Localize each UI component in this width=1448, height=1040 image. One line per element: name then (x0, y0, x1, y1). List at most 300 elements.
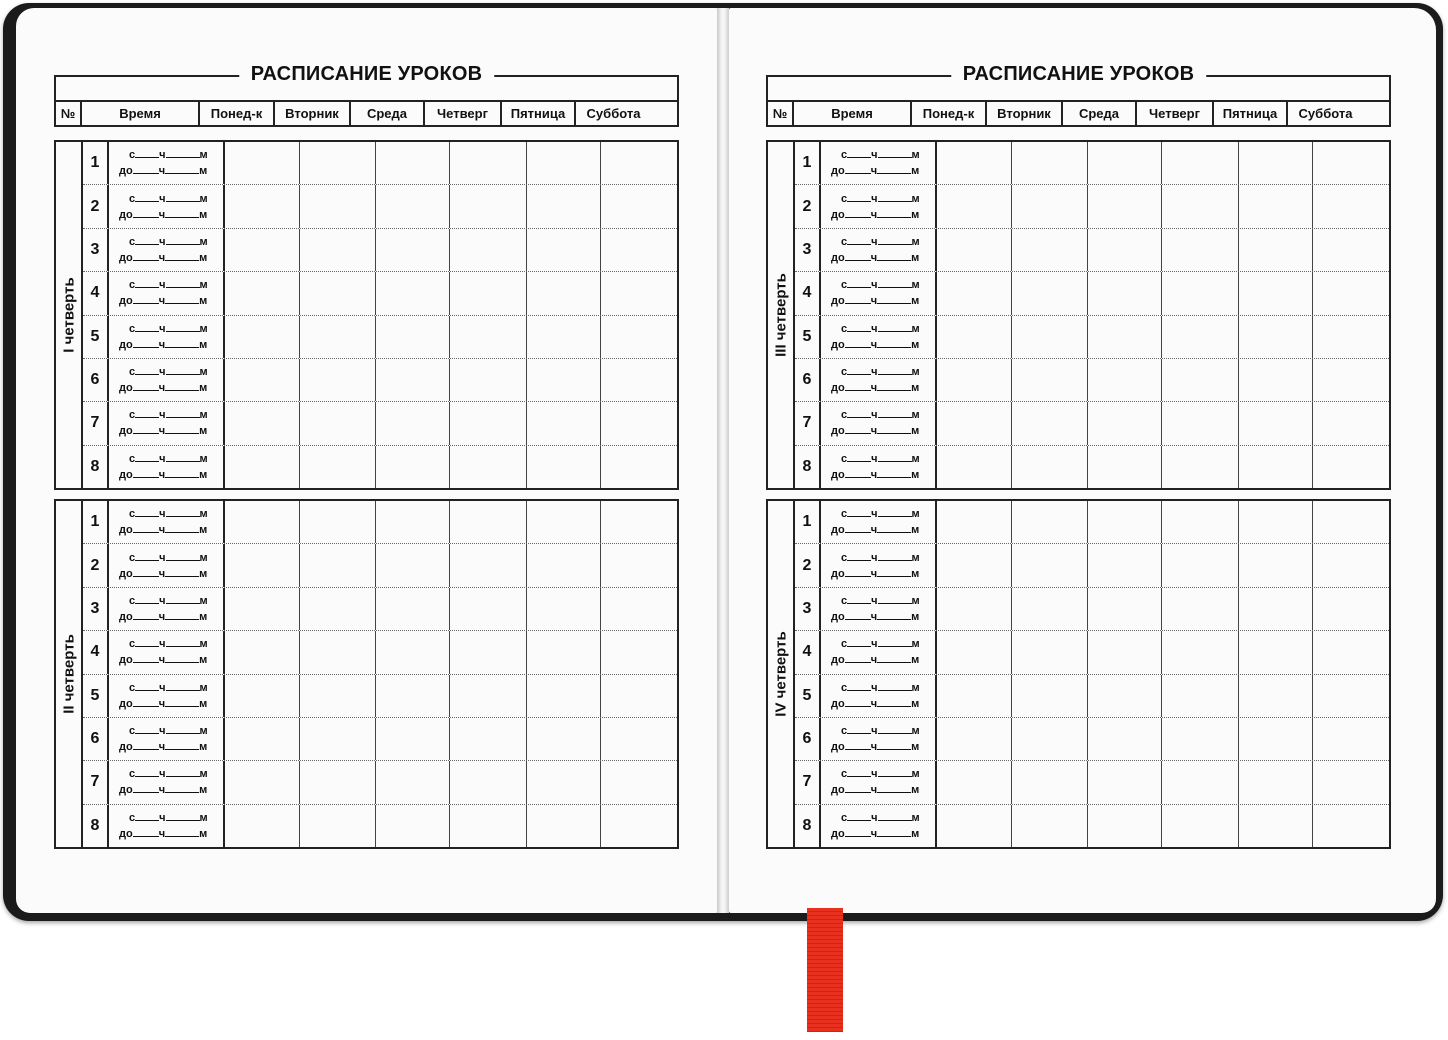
subject-cell[interactable] (1239, 142, 1313, 184)
subject-cell[interactable] (1012, 805, 1088, 847)
subject-cell[interactable] (1239, 805, 1313, 847)
subject-cell[interactable] (1313, 185, 1386, 227)
subject-cell[interactable] (376, 761, 450, 803)
hour-blank[interactable] (135, 811, 159, 821)
hour-blank[interactable] (133, 338, 159, 348)
subject-cell[interactable] (527, 446, 601, 488)
hour-blank[interactable] (133, 294, 159, 304)
hour-blank[interactable] (847, 637, 871, 647)
subject-cell[interactable] (376, 805, 450, 847)
minute-blank[interactable] (878, 551, 912, 561)
hour-blank[interactable] (133, 697, 159, 707)
minute-blank[interactable] (878, 637, 912, 647)
subject-cell[interactable] (1012, 631, 1088, 673)
hour-blank[interactable] (847, 681, 871, 691)
time-cell[interactable] (821, 588, 937, 630)
hour-blank[interactable] (845, 208, 871, 218)
subject-cell[interactable] (225, 272, 300, 314)
subject-cell[interactable] (937, 675, 1012, 717)
subject-cell[interactable] (300, 718, 376, 760)
time-cell[interactable] (821, 229, 937, 271)
subject-cell[interactable] (1012, 761, 1088, 803)
subject-cell[interactable] (1088, 185, 1162, 227)
subject-cell[interactable] (1162, 588, 1239, 630)
time-cell[interactable] (109, 805, 225, 847)
hour-blank[interactable] (133, 251, 159, 261)
subject-cell[interactable] (1162, 316, 1239, 358)
minute-blank[interactable] (877, 338, 911, 348)
time-cell[interactable] (821, 142, 937, 184)
time-cell[interactable] (821, 402, 937, 444)
subject-cell[interactable] (937, 544, 1012, 586)
subject-cell[interactable] (601, 805, 674, 847)
subject-cell[interactable] (450, 718, 527, 760)
hour-blank[interactable] (847, 322, 871, 332)
time-cell[interactable] (821, 761, 937, 803)
hour-blank[interactable] (845, 783, 871, 793)
time-cell[interactable] (109, 142, 225, 184)
minute-blank[interactable] (166, 235, 200, 245)
subject-cell[interactable] (376, 501, 450, 543)
minute-blank[interactable] (877, 424, 911, 434)
minute-blank[interactable] (166, 724, 200, 734)
minute-blank[interactable] (166, 551, 200, 561)
subject-cell[interactable] (1088, 316, 1162, 358)
subject-cell[interactable] (225, 229, 300, 271)
subject-cell[interactable] (1313, 631, 1386, 673)
time-cell[interactable] (109, 402, 225, 444)
subject-cell[interactable] (937, 316, 1012, 358)
minute-blank[interactable] (877, 208, 911, 218)
hour-blank[interactable] (845, 827, 871, 837)
subject-cell[interactable] (601, 316, 674, 358)
hour-blank[interactable] (135, 551, 159, 561)
subject-cell[interactable] (225, 501, 300, 543)
time-cell[interactable] (109, 718, 225, 760)
minute-blank[interactable] (165, 697, 199, 707)
hour-blank[interactable] (847, 148, 871, 158)
subject-cell[interactable] (1162, 402, 1239, 444)
subject-cell[interactable] (450, 588, 527, 630)
subject-cell[interactable] (300, 272, 376, 314)
subject-cell[interactable] (376, 588, 450, 630)
subject-cell[interactable] (1012, 718, 1088, 760)
subject-cell[interactable] (937, 588, 1012, 630)
minute-blank[interactable] (877, 251, 911, 261)
time-cell[interactable] (109, 185, 225, 227)
minute-blank[interactable] (166, 148, 200, 158)
minute-blank[interactable] (166, 322, 200, 332)
minute-blank[interactable] (877, 740, 911, 750)
subject-cell[interactable] (601, 631, 674, 673)
subject-cell[interactable] (376, 272, 450, 314)
subject-cell[interactable] (300, 142, 376, 184)
hour-blank[interactable] (845, 610, 871, 620)
subject-cell[interactable] (1012, 402, 1088, 444)
subject-cell[interactable] (450, 761, 527, 803)
subject-cell[interactable] (1088, 359, 1162, 401)
minute-blank[interactable] (165, 523, 199, 533)
hour-blank[interactable] (133, 653, 159, 663)
subject-cell[interactable] (1239, 272, 1313, 314)
subject-cell[interactable] (937, 805, 1012, 847)
subject-cell[interactable] (937, 229, 1012, 271)
hour-blank[interactable] (133, 523, 159, 533)
subject-cell[interactable] (225, 805, 300, 847)
subject-cell[interactable] (225, 446, 300, 488)
subject-cell[interactable] (1239, 229, 1313, 271)
subject-cell[interactable] (225, 142, 300, 184)
hour-blank[interactable] (847, 507, 871, 517)
subject-cell[interactable] (1162, 446, 1239, 488)
hour-blank[interactable] (847, 192, 871, 202)
subject-cell[interactable] (376, 229, 450, 271)
minute-blank[interactable] (166, 192, 200, 202)
subject-cell[interactable] (450, 805, 527, 847)
subject-cell[interactable] (225, 588, 300, 630)
subject-cell[interactable] (1313, 501, 1386, 543)
subject-cell[interactable] (450, 501, 527, 543)
minute-blank[interactable] (165, 208, 199, 218)
subject-cell[interactable] (527, 761, 601, 803)
minute-blank[interactable] (877, 653, 911, 663)
minute-blank[interactable] (165, 294, 199, 304)
subject-cell[interactable] (300, 229, 376, 271)
subject-cell[interactable] (937, 272, 1012, 314)
subject-cell[interactable] (1313, 359, 1386, 401)
subject-cell[interactable] (225, 185, 300, 227)
minute-blank[interactable] (877, 468, 911, 478)
hour-blank[interactable] (845, 653, 871, 663)
subject-cell[interactable] (376, 402, 450, 444)
subject-cell[interactable] (300, 185, 376, 227)
hour-blank[interactable] (135, 507, 159, 517)
minute-blank[interactable] (878, 452, 912, 462)
hour-blank[interactable] (845, 424, 871, 434)
subject-cell[interactable] (1088, 501, 1162, 543)
minute-blank[interactable] (165, 610, 199, 620)
minute-blank[interactable] (877, 783, 911, 793)
minute-blank[interactable] (165, 338, 199, 348)
minute-blank[interactable] (165, 653, 199, 663)
subject-cell[interactable] (376, 142, 450, 184)
subject-cell[interactable] (1088, 446, 1162, 488)
hour-blank[interactable] (847, 594, 871, 604)
subject-cell[interactable] (1313, 761, 1386, 803)
subject-cell[interactable] (601, 229, 674, 271)
hour-blank[interactable] (133, 610, 159, 620)
subject-cell[interactable] (1162, 761, 1239, 803)
subject-cell[interactable] (527, 588, 601, 630)
minute-blank[interactable] (877, 523, 911, 533)
hour-blank[interactable] (847, 551, 871, 561)
subject-cell[interactable] (1162, 631, 1239, 673)
minute-blank[interactable] (165, 251, 199, 261)
subject-cell[interactable] (1239, 718, 1313, 760)
subject-cell[interactable] (1088, 761, 1162, 803)
subject-cell[interactable] (1162, 544, 1239, 586)
subject-cell[interactable] (1313, 805, 1386, 847)
subject-cell[interactable] (1313, 402, 1386, 444)
time-cell[interactable] (821, 359, 937, 401)
hour-blank[interactable] (845, 697, 871, 707)
hour-blank[interactable] (135, 767, 159, 777)
time-cell[interactable] (109, 588, 225, 630)
time-cell[interactable] (109, 229, 225, 271)
subject-cell[interactable] (937, 402, 1012, 444)
subject-cell[interactable] (300, 675, 376, 717)
subject-cell[interactable] (225, 718, 300, 760)
subject-cell[interactable] (225, 359, 300, 401)
time-cell[interactable] (109, 501, 225, 543)
subject-cell[interactable] (1012, 588, 1088, 630)
subject-cell[interactable] (527, 718, 601, 760)
time-cell[interactable] (821, 446, 937, 488)
subject-cell[interactable] (527, 316, 601, 358)
subject-cell[interactable] (225, 544, 300, 586)
minute-blank[interactable] (877, 827, 911, 837)
subject-cell[interactable] (527, 359, 601, 401)
subject-cell[interactable] (937, 501, 1012, 543)
minute-blank[interactable] (166, 452, 200, 462)
minute-blank[interactable] (878, 278, 912, 288)
hour-blank[interactable] (847, 767, 871, 777)
subject-cell[interactable] (1239, 675, 1313, 717)
subject-cell[interactable] (1012, 316, 1088, 358)
subject-cell[interactable] (450, 142, 527, 184)
hour-blank[interactable] (135, 192, 159, 202)
subject-cell[interactable] (1313, 446, 1386, 488)
time-cell[interactable] (109, 544, 225, 586)
hour-blank[interactable] (135, 408, 159, 418)
minute-blank[interactable] (878, 811, 912, 821)
subject-cell[interactable] (1162, 185, 1239, 227)
subject-cell[interactable] (376, 359, 450, 401)
subject-cell[interactable] (601, 446, 674, 488)
hour-blank[interactable] (135, 452, 159, 462)
ribbon-bookmark[interactable] (807, 908, 843, 1032)
hour-blank[interactable] (845, 164, 871, 174)
minute-blank[interactable] (878, 594, 912, 604)
minute-blank[interactable] (165, 783, 199, 793)
subject-cell[interactable] (1239, 316, 1313, 358)
hour-blank[interactable] (847, 278, 871, 288)
time-cell[interactable] (821, 272, 937, 314)
hour-blank[interactable] (845, 251, 871, 261)
time-cell[interactable] (109, 272, 225, 314)
subject-cell[interactable] (601, 588, 674, 630)
minute-blank[interactable] (165, 164, 199, 174)
time-cell[interactable] (821, 544, 937, 586)
minute-blank[interactable] (166, 811, 200, 821)
time-cell[interactable] (821, 185, 937, 227)
subject-cell[interactable] (601, 272, 674, 314)
subject-cell[interactable] (300, 446, 376, 488)
subject-cell[interactable] (601, 501, 674, 543)
subject-cell[interactable] (1088, 631, 1162, 673)
subject-cell[interactable] (1313, 316, 1386, 358)
hour-blank[interactable] (135, 148, 159, 158)
subject-cell[interactable] (1088, 718, 1162, 760)
subject-cell[interactable] (225, 675, 300, 717)
subject-cell[interactable] (1239, 501, 1313, 543)
hour-blank[interactable] (133, 164, 159, 174)
minute-blank[interactable] (877, 164, 911, 174)
time-cell[interactable] (109, 446, 225, 488)
hour-blank[interactable] (133, 424, 159, 434)
hour-blank[interactable] (135, 724, 159, 734)
hour-blank[interactable] (845, 381, 871, 391)
minute-blank[interactable] (166, 365, 200, 375)
subject-cell[interactable] (1313, 588, 1386, 630)
hour-blank[interactable] (845, 294, 871, 304)
hour-blank[interactable] (135, 365, 159, 375)
minute-blank[interactable] (878, 724, 912, 734)
subject-cell[interactable] (1088, 142, 1162, 184)
hour-blank[interactable] (847, 365, 871, 375)
minute-blank[interactable] (165, 827, 199, 837)
subject-cell[interactable] (1088, 675, 1162, 717)
subject-cell[interactable] (1012, 185, 1088, 227)
minute-blank[interactable] (878, 148, 912, 158)
minute-blank[interactable] (166, 681, 200, 691)
minute-blank[interactable] (878, 507, 912, 517)
subject-cell[interactable] (300, 316, 376, 358)
minute-blank[interactable] (165, 740, 199, 750)
subject-cell[interactable] (225, 316, 300, 358)
hour-blank[interactable] (845, 338, 871, 348)
hour-blank[interactable] (133, 468, 159, 478)
subject-cell[interactable] (1239, 446, 1313, 488)
subject-cell[interactable] (601, 675, 674, 717)
hour-blank[interactable] (135, 594, 159, 604)
minute-blank[interactable] (165, 381, 199, 391)
minute-blank[interactable] (165, 424, 199, 434)
subject-cell[interactable] (1012, 359, 1088, 401)
subject-cell[interactable] (300, 501, 376, 543)
subject-cell[interactable] (1012, 142, 1088, 184)
hour-blank[interactable] (845, 523, 871, 533)
subject-cell[interactable] (601, 718, 674, 760)
subject-cell[interactable] (300, 588, 376, 630)
subject-cell[interactable] (601, 402, 674, 444)
subject-cell[interactable] (1239, 185, 1313, 227)
hour-blank[interactable] (847, 811, 871, 821)
minute-blank[interactable] (166, 767, 200, 777)
minute-blank[interactable] (165, 567, 199, 577)
time-cell[interactable] (109, 761, 225, 803)
subject-cell[interactable] (1088, 588, 1162, 630)
subject-cell[interactable] (527, 631, 601, 673)
subject-cell[interactable] (1162, 272, 1239, 314)
time-cell[interactable] (821, 316, 937, 358)
time-cell[interactable] (821, 631, 937, 673)
subject-cell[interactable] (1313, 544, 1386, 586)
minute-blank[interactable] (878, 192, 912, 202)
minute-blank[interactable] (166, 507, 200, 517)
subject-cell[interactable] (450, 402, 527, 444)
subject-cell[interactable] (527, 229, 601, 271)
subject-cell[interactable] (1313, 718, 1386, 760)
minute-blank[interactable] (877, 697, 911, 707)
hour-blank[interactable] (133, 783, 159, 793)
subject-cell[interactable] (1162, 718, 1239, 760)
minute-blank[interactable] (166, 594, 200, 604)
subject-cell[interactable] (1088, 402, 1162, 444)
minute-blank[interactable] (877, 294, 911, 304)
hour-blank[interactable] (847, 408, 871, 418)
subject-cell[interactable] (937, 446, 1012, 488)
subject-cell[interactable] (300, 631, 376, 673)
subject-cell[interactable] (1313, 272, 1386, 314)
subject-cell[interactable] (450, 229, 527, 271)
subject-cell[interactable] (1162, 501, 1239, 543)
subject-cell[interactable] (450, 544, 527, 586)
time-cell[interactable] (821, 718, 937, 760)
minute-blank[interactable] (878, 235, 912, 245)
subject-cell[interactable] (1313, 142, 1386, 184)
hour-blank[interactable] (845, 468, 871, 478)
hour-blank[interactable] (133, 567, 159, 577)
subject-cell[interactable] (1012, 544, 1088, 586)
subject-cell[interactable] (527, 544, 601, 586)
subject-cell[interactable] (376, 675, 450, 717)
subject-cell[interactable] (1239, 631, 1313, 673)
subject-cell[interactable] (1239, 588, 1313, 630)
subject-cell[interactable] (527, 805, 601, 847)
subject-cell[interactable] (1239, 544, 1313, 586)
hour-blank[interactable] (845, 740, 871, 750)
subject-cell[interactable] (300, 544, 376, 586)
time-cell[interactable] (109, 675, 225, 717)
subject-cell[interactable] (450, 185, 527, 227)
subject-cell[interactable] (376, 316, 450, 358)
subject-cell[interactable] (937, 185, 1012, 227)
hour-blank[interactable] (135, 322, 159, 332)
subject-cell[interactable] (300, 359, 376, 401)
subject-cell[interactable] (1088, 229, 1162, 271)
subject-cell[interactable] (300, 761, 376, 803)
subject-cell[interactable] (376, 631, 450, 673)
subject-cell[interactable] (601, 761, 674, 803)
subject-cell[interactable] (450, 631, 527, 673)
subject-cell[interactable] (450, 446, 527, 488)
subject-cell[interactable] (527, 142, 601, 184)
subject-cell[interactable] (450, 359, 527, 401)
hour-blank[interactable] (845, 567, 871, 577)
subject-cell[interactable] (225, 761, 300, 803)
time-cell[interactable] (109, 316, 225, 358)
subject-cell[interactable] (1162, 675, 1239, 717)
minute-blank[interactable] (165, 468, 199, 478)
minute-blank[interactable] (878, 681, 912, 691)
subject-cell[interactable] (1088, 272, 1162, 314)
hour-blank[interactable] (133, 381, 159, 391)
minute-blank[interactable] (877, 567, 911, 577)
time-cell[interactable] (109, 631, 225, 673)
subject-cell[interactable] (527, 501, 601, 543)
subject-cell[interactable] (450, 675, 527, 717)
hour-blank[interactable] (133, 827, 159, 837)
time-cell[interactable] (821, 805, 937, 847)
minute-blank[interactable] (878, 767, 912, 777)
hour-blank[interactable] (133, 740, 159, 750)
subject-cell[interactable] (1162, 142, 1239, 184)
hour-blank[interactable] (847, 452, 871, 462)
subject-cell[interactable] (376, 718, 450, 760)
subject-cell[interactable] (1162, 805, 1239, 847)
subject-cell[interactable] (1012, 446, 1088, 488)
